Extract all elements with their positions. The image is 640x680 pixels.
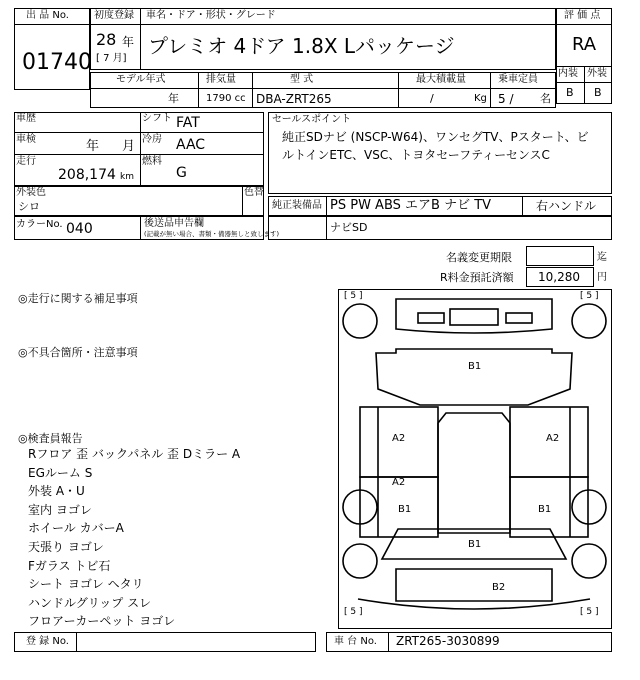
exterior-grade-label: 外装	[587, 68, 607, 79]
sales-point-label: セールスポイント	[272, 114, 352, 125]
first-registration-year: 28	[96, 30, 117, 49]
inspector-report-line: 室内 ヨゴレ	[28, 502, 92, 517]
lot-number-label: 出 品 No.	[26, 10, 69, 21]
driving-notes-label: ◎走行に関する補足事項	[18, 292, 138, 305]
inspector-report-line: 天張り ヨゴレ	[28, 540, 104, 554]
mileage-unit: km	[120, 172, 134, 182]
left-front-door-damage: A2	[392, 433, 406, 444]
corner-front-left: [ 5 ]	[344, 291, 363, 301]
rear-right-wheel-upper	[572, 490, 606, 524]
name-change-box	[526, 246, 594, 266]
details-left-box	[14, 112, 264, 186]
mileage-label: 走行	[16, 156, 36, 167]
documents-label: 後送品申告欄	[144, 218, 204, 229]
sales-point-line1: 純正SDナビ (NSCP-W64)、ワンセグTV、Pスタート、ビ	[282, 130, 589, 144]
shift-label: シフト	[142, 113, 172, 124]
front-left-light	[418, 313, 444, 323]
inspection-month: 月	[122, 139, 136, 154]
right-front-door-damage: A2	[546, 433, 560, 444]
registration-number-label: 登 録 No.	[26, 636, 69, 647]
history-label: 車歴	[16, 113, 36, 124]
shift-value: FAT	[176, 115, 200, 131]
capacity: 5 /	[498, 92, 514, 106]
exterior-grade: B	[594, 86, 602, 99]
recycle-fee-unit: 円	[597, 272, 607, 283]
left-rear-door-damage: A2	[392, 477, 406, 488]
interior-grade-label: 内装	[558, 68, 578, 79]
chassis-number-label: 車 台 No.	[334, 636, 377, 647]
rear-bumper-outline	[396, 569, 552, 601]
defects-label: ◎不具合箇所・注意事項	[18, 346, 138, 359]
color-number-value: 040	[66, 221, 93, 237]
first-registration-label: 初度登録	[94, 10, 134, 21]
inspector-report-line: Fガラス トビ石	[28, 558, 111, 573]
left-rear-fender-damage: B1	[398, 504, 412, 515]
model-year-label: モデル年式	[116, 74, 166, 85]
roof-outline	[438, 413, 510, 533]
corner-rear-left: [ 5 ]	[344, 607, 363, 617]
rear-left-wheel	[343, 544, 377, 578]
inspector-report-line: 外装 A・U	[28, 484, 85, 499]
fuel-value: G	[176, 165, 187, 181]
corner-rear-right: [ 5 ]	[580, 607, 599, 617]
overall-grade: RA	[572, 34, 597, 55]
car-name-label: 車名・ドア・形状・グレード	[146, 10, 276, 21]
name-change-label: 名義変更期限	[446, 251, 512, 264]
displacement: 1790 cc	[206, 93, 246, 104]
exterior-color-value: シロ	[18, 200, 40, 213]
name-change-unit: 迄	[597, 252, 607, 263]
color-number-label: カラーNo.	[16, 219, 63, 230]
corner-front-right: [ 5 ]	[580, 291, 599, 301]
inspector-report-line: Rフロア 歪 バックパネル 歪 Dミラー A	[28, 447, 241, 461]
front-right-wheel	[572, 304, 606, 338]
inspector-report-line: ホイール カバーA	[28, 521, 124, 536]
model-type-label: 型 式	[290, 74, 314, 85]
standard-equipment-value: PS PW ABS エアB ナビ TV	[330, 198, 492, 213]
hood-outline	[376, 349, 572, 405]
steering-side: 右ハンドル	[536, 199, 597, 213]
capacity-label: 乗車定員	[498, 74, 538, 85]
first-registration-month: [ 7 月]	[96, 53, 127, 64]
hood-damage: B1	[468, 361, 482, 372]
lot-number: 01740	[22, 50, 92, 75]
inspector-report-line: EGルーム S	[28, 465, 93, 480]
extra-equipment-value: ナビSD	[330, 221, 368, 234]
inspector-report-line: シート ヨゴレ ヘタリ	[28, 577, 144, 592]
car-name: プレミオ 4ドア 1.8X Lパッケージ	[148, 34, 455, 58]
inspection-year: 年	[86, 139, 100, 154]
inspection-label: 車検	[16, 134, 36, 145]
first-registration-year-unit: 年	[122, 35, 135, 49]
front-grille	[450, 309, 498, 325]
rear-right-wheel	[572, 544, 606, 578]
model-type: DBA-ZRT265	[256, 92, 332, 106]
max-load-slash: /	[430, 92, 434, 105]
color-change-label: 色替	[244, 187, 264, 198]
right-rear-fender-damage: B1	[538, 504, 552, 515]
sales-point-line2: ルトインETC、VSC、トヨタセーフティーセンスC	[282, 148, 550, 162]
ac-value: AAC	[176, 137, 206, 153]
displacement-label: 排気量	[206, 74, 236, 85]
front-left-wheel	[343, 304, 377, 338]
recycle-fee-value: 10,280	[538, 270, 580, 284]
car-diagram	[338, 289, 612, 629]
front-right-light	[506, 313, 532, 323]
exterior-color-label: 外装色	[16, 187, 46, 198]
mileage-value: 208,174	[58, 167, 116, 183]
rear-bumper-damage: B2	[492, 582, 506, 593]
inspector-report-line: ハンドルグリップ スレ	[28, 595, 152, 610]
inspector-report-label: ◎検査員報告	[18, 432, 83, 445]
exterior-color-box	[14, 186, 264, 216]
max-load-label: 最大積載量	[416, 74, 466, 85]
ac-label: 冷房	[142, 134, 162, 145]
capacity-unit: 名	[540, 92, 551, 105]
model-year-unit: 年	[168, 92, 179, 105]
standard-equipment-label: 純正装備品	[272, 200, 322, 211]
fuel-label: 燃料	[142, 156, 162, 167]
chassis-number: ZRT265-3030899	[396, 634, 500, 648]
trunk-damage: B1	[468, 539, 482, 550]
inspector-report-line: フロアーカーペット ヨゴレ	[28, 614, 176, 629]
grade-label: 評 価 点	[564, 10, 601, 21]
max-load-unit: Kg	[474, 93, 487, 104]
documents-note: (記載が無い場合、書類・備器無しと致します)	[144, 230, 280, 238]
extra-equipment-box	[268, 216, 612, 240]
interior-grade: B	[566, 86, 574, 99]
front-bumper-outline	[396, 299, 552, 333]
recycle-fee-label: R料金預託済額	[440, 271, 514, 284]
